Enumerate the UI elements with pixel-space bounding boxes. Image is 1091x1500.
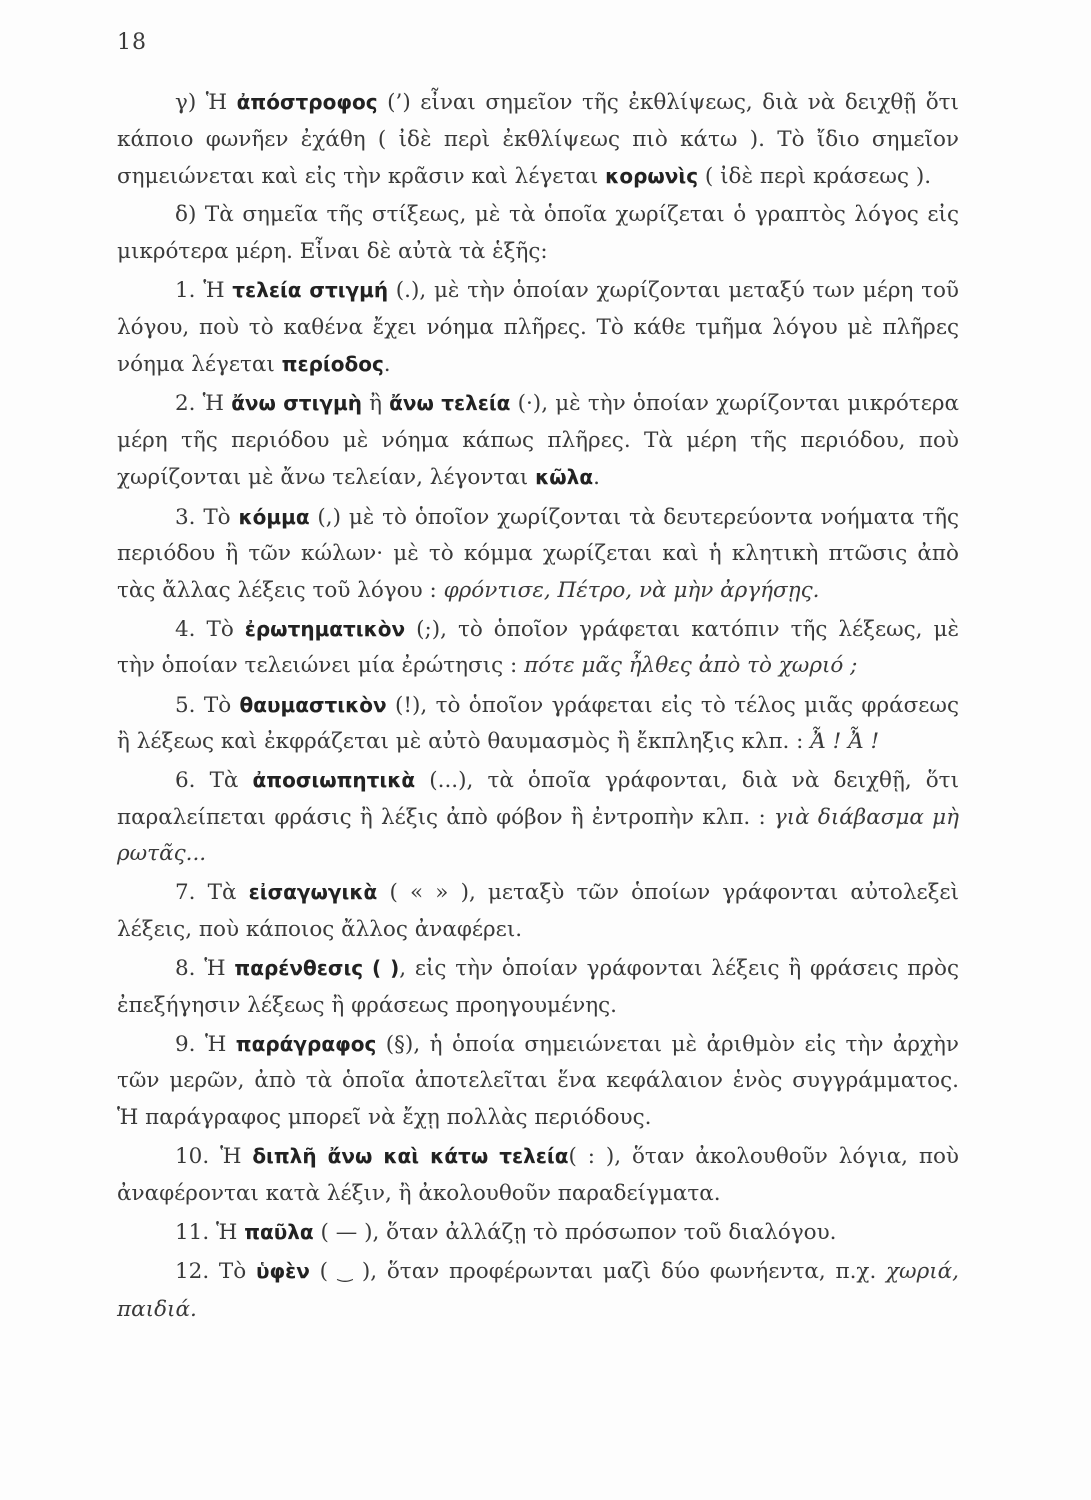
text-run: 12. Τὸ	[175, 1258, 256, 1284]
text-run: ἢ	[361, 391, 390, 417]
page-number: 18	[117, 30, 147, 55]
text-run: (;), τὸ ὁποῖον γράφεται κατόπιν τῆς λέξεως, μὲ τὴν ὁποίαν τελειώνει μία ἐρώτησις :	[117, 616, 959, 679]
example-italic: γιὰ διάβασμα μὴ ρωτᾶς...	[117, 804, 959, 867]
text-run: 7. Τὰ	[175, 880, 249, 906]
text-run: (	[309, 1258, 338, 1284]
hyphen-symbol: ‿	[337, 1261, 353, 1283]
paragraph-gamma	[117, 84, 959, 196]
paragraph-item-6	[117, 762, 959, 873]
text-run: (.), μὲ τὴν ὁποίαν χωρίζονται μεταξύ των μέρη τοῦ λόγου, ποὺ τὸ καθένα ἔχει νόημα πλῆρες. Τὸ κάθε τμῆμα λόγου μὲ πλῆρες νόημα λέγεται	[117, 277, 959, 378]
text-run: ( — ), ὅταν ἀλλάζῃ τὸ πρόσωπον τοῦ διαλόγου.	[313, 1219, 837, 1245]
text-run: ( « » ), μεταξὺ τῶν ὁποίων γράφονται αὐτολεξεὶ λέξεις, ποὺ κάποιος ἄλλος ἀναφέρει.	[117, 880, 960, 943]
text-run: , εἰς τὴν ὁποίαν γράφονται λέξεις ἢ φράσεις πρὸς ἐπεξήγησιν λέξεως ἢ φράσεως προηγουμένης.	[117, 956, 960, 1018]
text-run: (!), τὸ ὁποῖον γράφεται εἰς τὸ τέλος μιᾶς φράσεως ἢ λέξεως καὶ ἐκφράζεται μὲ αὐτὸ θαυμασμὸς ἢ ἔκπληξις κλπ. :	[117, 692, 960, 755]
text-run: ), ὅταν προφέρωνται μαζὶ δύο φωνήεντα, π.χ.	[352, 1258, 887, 1284]
paragraph-item-3	[117, 499, 959, 610]
text-run: 9. Ἡ	[175, 1031, 236, 1057]
example-italic: Ἆ ! Ἆ !	[810, 729, 880, 755]
term-bold: ἄνω στιγμὴ	[231, 391, 362, 416]
term-bold: κορωνὶς	[605, 164, 699, 189]
term-bold: εἰσαγωγικὰ	[248, 880, 378, 905]
text-run: 6. Τὰ	[175, 768, 253, 794]
term-bold: παρένθεσις ( )	[234, 956, 400, 981]
term-bold: περίοδος	[281, 352, 384, 377]
paragraph-item-11	[117, 1214, 959, 1252]
text-run: 3. Τὸ	[175, 504, 239, 530]
term-bold: ἀπόστροφος	[236, 90, 378, 114]
paragraph-item-1	[117, 272, 959, 384]
paragraph-item-5	[117, 687, 959, 761]
text-run: 11. Ἡ	[175, 1219, 245, 1245]
paragraph-delta	[117, 197, 959, 270]
paragraph-item-12	[117, 1253, 959, 1328]
term-bold: τελεία στιγμή	[232, 277, 389, 302]
text-run: δ) Τὰ σημεῖα τῆς στίξεως, μὲ τὰ ὁποῖα χωρίζεται ὁ γραπτὸς λόγος εἰς μικρότερα μέρη. Εἶναι δὲ αὐτὰ τὰ ἑξῆς:	[117, 202, 959, 264]
term-bold: ὑφὲν	[255, 1258, 310, 1283]
text-run: (,) μὲ τὸ ὁποῖον χωρίζονται τὰ δευτερεύοντα νοήματα τῆς περιόδου ἢ τῶν κώλων· μὲ τὸ κόμμα χωρίζεται καὶ ἡ κλητικὴ πτῶσις ἀπὸ τὰς ἄλλας λέξεις τοῦ λόγου :	[117, 504, 960, 603]
text-run: (’) εἶναι σημεῖον τῆς ἐκθλίψεως, διὰ νὰ δειχθῇ ὅτι κάποιο φωνῆεν ἐχάθη ( ἰδὲ περὶ ἐκθλίψεως πιὸ κάτω ). Τὸ ἴδιο σημεῖον σημειώνεται καὶ εἰς τὴν κρᾶσιν καὶ λέγεται	[117, 90, 959, 190]
example-italic: πότε μᾶς ἦλθες ἀπὸ τὸ χωριό ;	[524, 653, 858, 679]
paragraph-item-9	[117, 1026, 959, 1137]
term-bold: διπλῆ ἄνω καὶ κάτω τελεία	[252, 1144, 569, 1169]
paragraph-item-2	[117, 385, 959, 497]
paragraph-item-7	[117, 874, 959, 948]
term-bold: κῶλα	[535, 465, 594, 490]
text-run: 5. Τὸ	[175, 692, 240, 718]
term-bold: παράγραφος	[235, 1031, 377, 1056]
text-run: ( : ), ὅταν ἀκολουθοῦν λόγια, ποὺ ἀναφέρονται κατὰ λέξιν, ἢ ἀκολουθοῦν παραδείγματα.	[117, 1144, 959, 1206]
example-italic: χωριά, παιδιά.	[117, 1258, 959, 1322]
body-text	[117, 84, 959, 1328]
text-run: γ) Ἡ	[175, 90, 237, 115]
text-run: (...), τὰ ὁποῖα γράφονται, διὰ νὰ δειχθῇ, ὅτι παραλείπεται φράσις ἢ λέξις ἀπὸ φόβον ἢ ἐντροπὴν κλπ. :	[117, 768, 960, 830]
term-bold: κόμμα	[238, 504, 310, 529]
term-bold: θαυμαστικὸν	[239, 692, 387, 717]
text-run: .	[593, 465, 600, 491]
text-run: .	[383, 352, 391, 378]
term-bold: ἀποσιωπητικὰ	[252, 768, 416, 793]
text-run: (§), ἡ ὁποία σημειώνεται μὲ ἀριθμὸν εἰς τὴν ἀρχὴν τῶν μερῶν, ἀπὸ τὰ ὁποῖα ἀποτελεῖται ἕνα κεφάλαιον ἑνὸς συγγράμματος. Ἡ παράγραφος μπορεῖ νὰ ἔχῃ πολλὰς περιόδους.	[117, 1031, 959, 1131]
paragraph-item-8	[117, 950, 959, 1024]
term-bold: ἄνω τελεία	[389, 391, 511, 416]
text-run: 4. Τὸ	[175, 616, 245, 642]
text-run: (·), μὲ τὴν ὁποίαν χωρίζονται μικρότερα μέρη τῆς περιόδου μὲ νόημα κάπως πλῆρες. Τὰ μέρη τῆς περιόδου, ποὺ χωρίζονται μὲ ἄνω τελείαν, λέγονται	[117, 391, 959, 491]
paragraph-item-4	[117, 611, 959, 685]
example-italic: φρόντισε, Πέτρο, νὰ μὴν ἀργήσῃς.	[443, 577, 820, 603]
term-bold: ἐρωτηματικὸν	[244, 616, 406, 641]
text-run: 2. Ἡ	[175, 391, 232, 417]
text-run: 8. Ἡ	[175, 956, 235, 982]
text-run: ( ἰδὲ περὶ κράσεως ).	[698, 164, 932, 190]
text-run: 1. Ἡ	[175, 277, 233, 303]
term-bold: παῦλα	[244, 1219, 314, 1244]
paragraph-item-10	[117, 1138, 959, 1212]
text-run: 10. Ἡ	[175, 1144, 253, 1170]
